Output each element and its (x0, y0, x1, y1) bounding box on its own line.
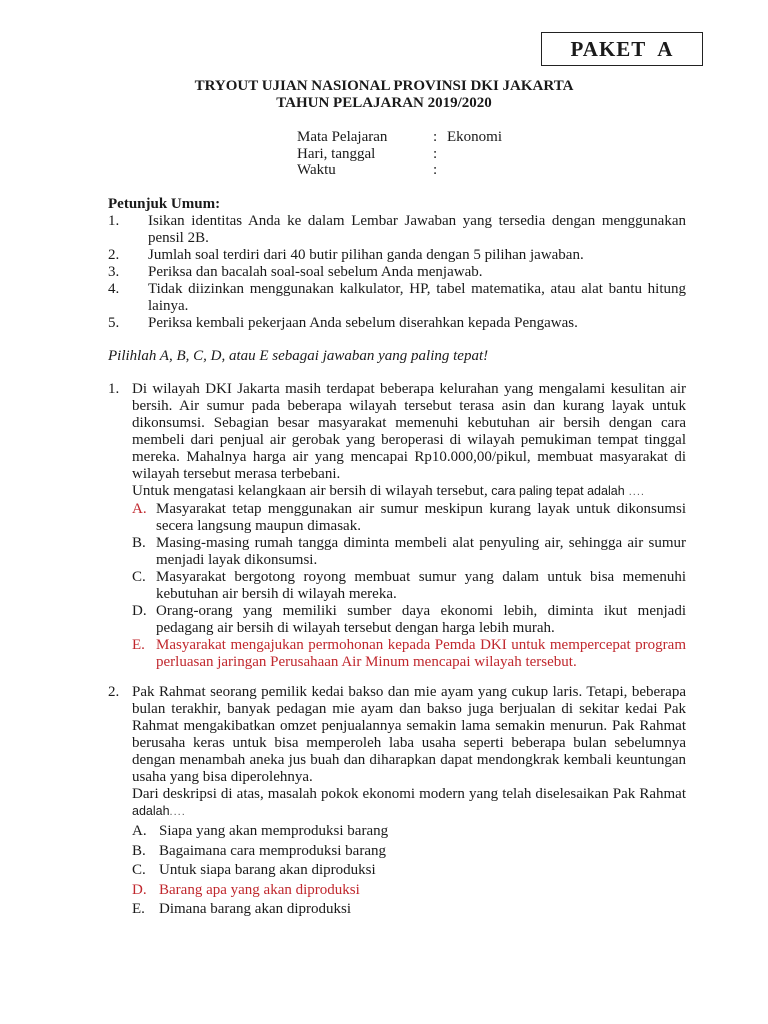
option-text: Masyarakat mengajukan permohonan kepada Pemda DKI untuk mempercepat program perluasan jaringan Perusahaan Air Minum mencapai wilayah tersebut. (156, 637, 686, 670)
option-text: Masyarakat tetap menggunakan air sumur meskipun kurang layak untuk dikonsumsi secera langsung maupun dimasak. (156, 501, 686, 534)
prompt-text-sans: adalah (132, 804, 170, 818)
option-letter: D. (132, 881, 147, 898)
instruction-item (108, 264, 686, 281)
instruction-item (108, 281, 686, 315)
instruction-item (108, 247, 686, 264)
option-letter: E. (132, 637, 145, 653)
option-text: Bagaimana cara memproduksi barang (159, 842, 386, 859)
instruction-item (108, 213, 686, 247)
option-text: Dimana barang akan diproduksi (159, 901, 352, 917)
meta-label: Hari, tanggal (297, 145, 376, 162)
ellipsis: .... (624, 486, 645, 498)
instruction-number: 4. (108, 281, 120, 297)
meta-row-date (297, 146, 502, 163)
option-e-correct[interactable] (132, 637, 686, 671)
option-text: Masing-masing rumah tangga diminta membeli alat penyuling air, sehingga air sumur menjadi layak dikonsumsi. (156, 535, 686, 568)
instructions-heading: Petunjuk Umum: (108, 196, 221, 212)
question-number: 1. (108, 381, 120, 397)
option-letter: B. (132, 842, 146, 859)
paket-label-box (541, 32, 703, 66)
meta-value-subject: Ekonomi (447, 129, 502, 145)
question-prompt (132, 786, 686, 821)
option-text: Orang-orang yang memiliki sumber daya ekonomi lebih, diminta ikut menjadi pedagang air bersih di wilayah tersebut dengan harga lebih murah. (156, 603, 686, 636)
option-letter: D. (132, 603, 147, 619)
exam-meta (297, 129, 502, 179)
option-letter: A. (132, 501, 147, 517)
meta-colon: : (433, 129, 438, 145)
instruction-text: Periksa kembali pekerjaan Anda sebelum diserahkan kepada Pengawas. (148, 315, 578, 331)
question-stem: Di wilayah DKI Jakarta masih terdapat beberapa kelurahan yang mengalami kesulitan air bersih. Air sumur pada beberapa wilayah tersebut terasa asin dan kurang layak untuk dikonsumsi. Sebagian besar masyarakat memenuhi kebutuhan air bersih dengan cara membeli dari penjual air gerobak yang beroperasi di wilayah pemukiman tempat tinggal mereka. Mahalnya harga air yang mencapai Rp10.000,00/pikul, membuat masyarakat di wilayah tersebut merasa terbebani. (132, 381, 686, 482)
instruction-text: Tidak diizinkan menggunakan kalkulator, HP, tabel matematika, atau alat bantu hitung lainya. (148, 281, 686, 314)
instruction-number: 3. (108, 264, 120, 280)
prompt-text-sans: cara paling tepat adalah (487, 484, 625, 498)
meta-row-subject (297, 129, 502, 146)
instruction-number: 2. (108, 247, 120, 263)
option-text: Siapa yang akan memproduksi barang (159, 823, 389, 839)
instruction-text: Isikan identitas Anda ke dalam Lembar Jawaban yang tersedia dengan menggunakan pensil 2B. (148, 213, 686, 246)
option-b[interactable] (132, 535, 686, 569)
option-letter: E. (132, 901, 145, 917)
option-a[interactable] (132, 501, 686, 535)
option-c[interactable] (132, 569, 686, 603)
meta-colon: : (433, 162, 438, 178)
option-letter: B. (132, 535, 146, 551)
question-prompt (132, 483, 686, 501)
option-text: Barang apa yang akan diproduksi (159, 881, 360, 898)
instructions-list (108, 213, 686, 332)
prompt-text: Dari deskripsi di atas, masalah pokok ekonomi modern yang telah diselesaikan Pak Rahmat (132, 786, 686, 802)
instruction-text: Periksa dan bacalah soal-soal sebelum Anda menjawab. (148, 264, 483, 280)
meta-colon: : (433, 145, 438, 162)
meta-label: Mata Pelajaran (297, 129, 388, 145)
option-text: Untuk siapa barang akan diproduksi (159, 862, 376, 878)
ellipsis: .... (169, 806, 186, 818)
meta-row-time (297, 162, 502, 179)
option-letter: A. (132, 823, 147, 839)
exam-year: TAHUN PELAJARAN 2019/2020 (276, 95, 492, 111)
question-body (132, 684, 686, 920)
prompt-text: Untuk mengatasi kelangkaan air bersih di wilayah tersebut, (132, 483, 488, 499)
meta-label: Waktu (297, 162, 336, 178)
question-number: 2. (108, 684, 120, 700)
option-d-correct[interactable] (132, 881, 686, 901)
question-body (132, 381, 686, 671)
instruction-number: 5. (108, 315, 120, 331)
option-a[interactable] (132, 822, 686, 842)
option-text: Masyarakat bergotong royong membuat sumur yang dalam untuk bisa memenuhi kebutuhan air bersih di wilayah mereka. (156, 569, 686, 602)
option-c[interactable] (132, 861, 686, 881)
option-letter: C. (132, 569, 146, 585)
exam-title: TRYOUT UJIAN NASIONAL PROVINSI DKI JAKARTA (194, 78, 574, 94)
instruction-number: 1. (108, 213, 120, 229)
answer-instruction: Pilihlah A, B, C, D, atau E sebagai jawaban yang paling tepat! (108, 348, 489, 364)
instruction-text: Jumlah soal terdiri dari 40 butir pilihan ganda dengan 5 pilihan jawaban. (148, 247, 584, 263)
question-2 (108, 684, 686, 920)
question-1 (108, 381, 686, 671)
option-e[interactable] (132, 900, 686, 920)
paket-label: PAKET A (570, 36, 674, 61)
option-b[interactable] (132, 842, 686, 862)
question-stem: Pak Rahmat seorang pemilik kedai bakso dan mie ayam yang cukup laris. Tetapi, beberapa bulan terakhir, banyak pedagan mie ayam dan bakso juga berjualan di sekitar kedai Pak Rahmat mengakibatkan omzet penjualannya semakin lama semakin menurun. Pak Rahmat berusaha keras untuk bisa memperoleh laba usaha seperti beberapa bulan sebelumnya dengan menambah aneka jus buah dan diharapkan dapat mendongkrak kembali keuntungan usaha yang bisa diperolehnya. (132, 684, 686, 785)
option-letter: C. (132, 862, 146, 878)
instruction-item (108, 315, 686, 332)
option-d[interactable] (132, 603, 686, 637)
